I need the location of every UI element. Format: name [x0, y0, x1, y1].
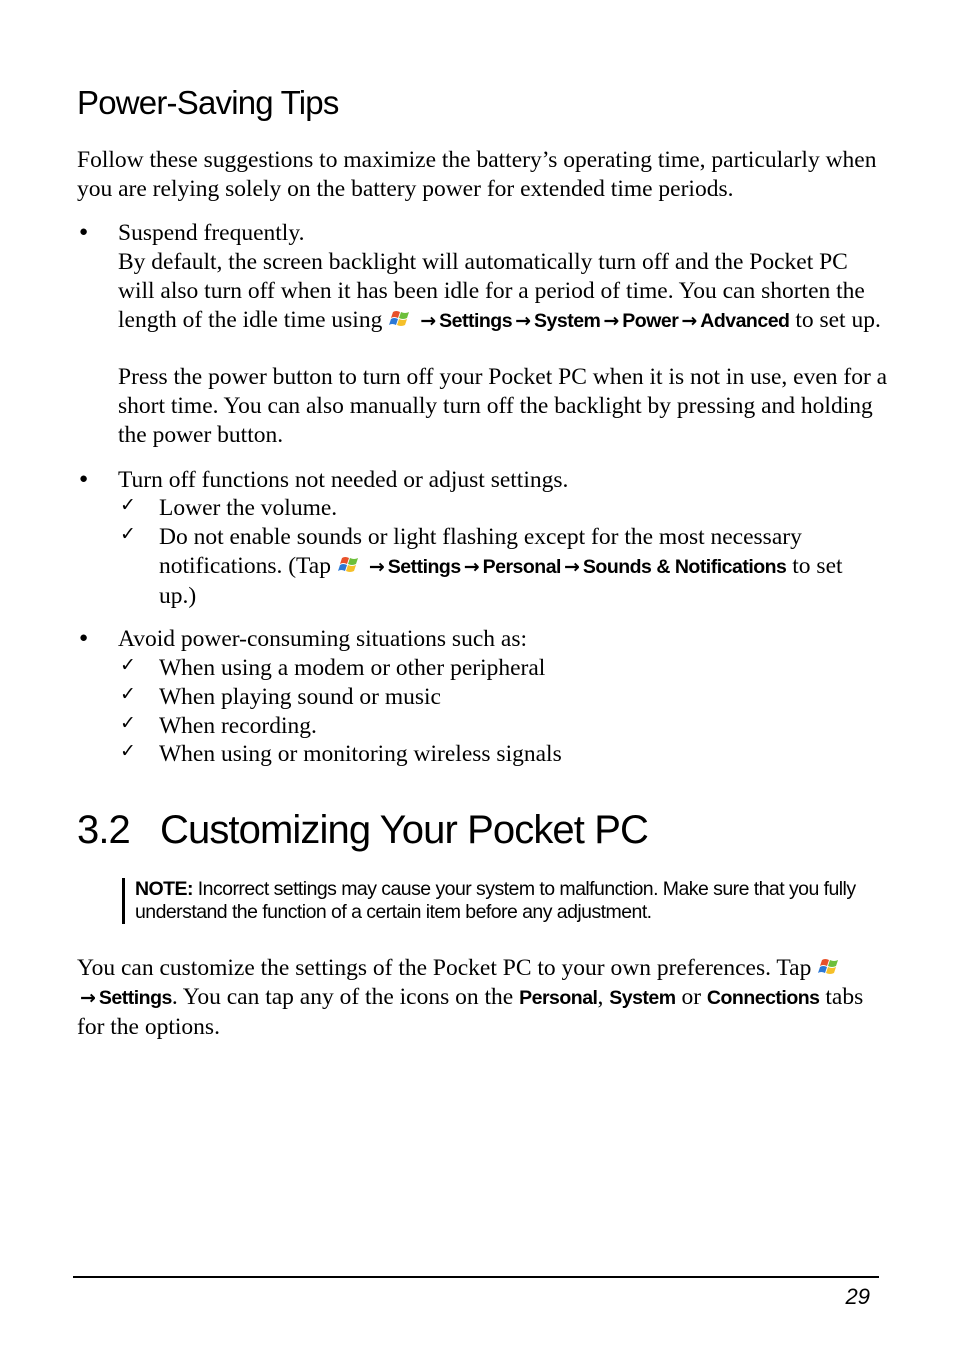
note-label: NOTE:: [135, 878, 193, 900]
checkmark-icon: ✓: [120, 740, 136, 762]
check-item: When using or monitoring wireless signals: [159, 741, 562, 767]
bullet-marker: ●: [79, 224, 89, 240]
menu-path-item: Advanced: [700, 310, 790, 332]
bullet-paragraph: Press the power button to turn off your Pocket PC when it is not in use, even for a short time. You can also manually turn off the backlight by pressing and holding the power button.: [118, 364, 888, 448]
check-text: Do not enable sounds or light flashing except for the most necessary notifications. (Tap: [159, 524, 802, 579]
arrow-icon: →: [420, 310, 437, 332]
tab-name: Personal: [519, 987, 598, 1009]
arrow-icon: →: [603, 310, 620, 332]
arrow-icon: →: [681, 310, 698, 332]
windows-start-icon: [817, 956, 842, 978]
tab-name: System: [609, 987, 676, 1009]
arrow-icon: →: [563, 556, 580, 578]
checkmark-icon: ✓: [120, 494, 136, 516]
menu-path-item: Power: [622, 310, 679, 332]
bullet-heading: Turn off functions not needed or adjust settings.: [118, 467, 569, 493]
chapter-number: 3.2: [77, 808, 130, 852]
check-item: When using a modem or other peripheral: [159, 655, 546, 681]
checkmark-icon: ✓: [120, 523, 136, 545]
bullet-text: to set up.: [795, 307, 881, 333]
arrow-icon: →: [463, 556, 480, 578]
tab-name: Connections: [706, 987, 820, 1009]
bullet-heading: Avoid power-consuming situations such as:: [118, 626, 527, 652]
closing-paragraph: [77, 954, 877, 1042]
windows-start-icon: [388, 308, 413, 330]
note-text: Incorrect settings may cause your system to malfunction. Make sure that you fully understand the function of a certain item before any adjustment.: [135, 878, 856, 923]
bullet-heading: Suspend frequently.: [118, 220, 305, 246]
bullet-text: By default, the screen backlight will automatically turn off and the Pocket PC will also turn off when it has been idle for a period of time. You can shorten the length of the idle time using: [118, 249, 865, 333]
windows-start-icon: [337, 554, 362, 576]
note-box: [122, 878, 895, 924]
arrow-icon: →: [80, 987, 96, 1009]
closing-text: ,: [597, 984, 604, 1010]
check-text: to set up.): [159, 553, 843, 609]
menu-path-item: Settings: [387, 556, 461, 578]
bullet-marker: ●: [79, 471, 89, 487]
check-item: Lower the volume.: [159, 495, 338, 521]
closing-text: You can customize the settings of the Pocket PC to your own preferences. Tap: [77, 955, 812, 981]
arrow-icon: →: [368, 556, 385, 578]
chapter-title: Customizing Your Pocket PC: [160, 808, 648, 852]
bullet-paragraph: [118, 248, 888, 336]
arrow-icon: →: [515, 310, 531, 332]
menu-path-item: Settings: [439, 310, 513, 332]
footer-rule: [73, 1276, 879, 1278]
closing-text: or: [681, 984, 702, 1010]
checkmark-icon: ✓: [120, 712, 136, 734]
checkmark-icon: ✓: [120, 683, 136, 705]
checkmark-icon: ✓: [120, 654, 136, 676]
check-item: [159, 523, 874, 611]
section-title: Power-Saving Tips: [77, 84, 339, 121]
menu-path-item: Settings: [98, 987, 172, 1009]
chapter-heading: [77, 808, 648, 853]
menu-path-item: System: [534, 310, 601, 332]
closing-text: . You can tap any of the icons on the: [171, 984, 514, 1010]
check-item: When playing sound or music: [159, 684, 441, 710]
menu-path-item: Sounds & Notifications: [582, 556, 787, 578]
closing-text: tabs for the options.: [77, 984, 864, 1040]
check-item: When recording.: [159, 713, 317, 739]
page-number: 29: [845, 1284, 870, 1309]
bullet-marker: ●: [79, 630, 89, 646]
menu-path-item: Personal: [482, 556, 561, 578]
intro-paragraph: Follow these suggestions to maximize the battery’s operating time, particularly when you are relying solely on the battery power for extended time periods.: [77, 147, 877, 202]
